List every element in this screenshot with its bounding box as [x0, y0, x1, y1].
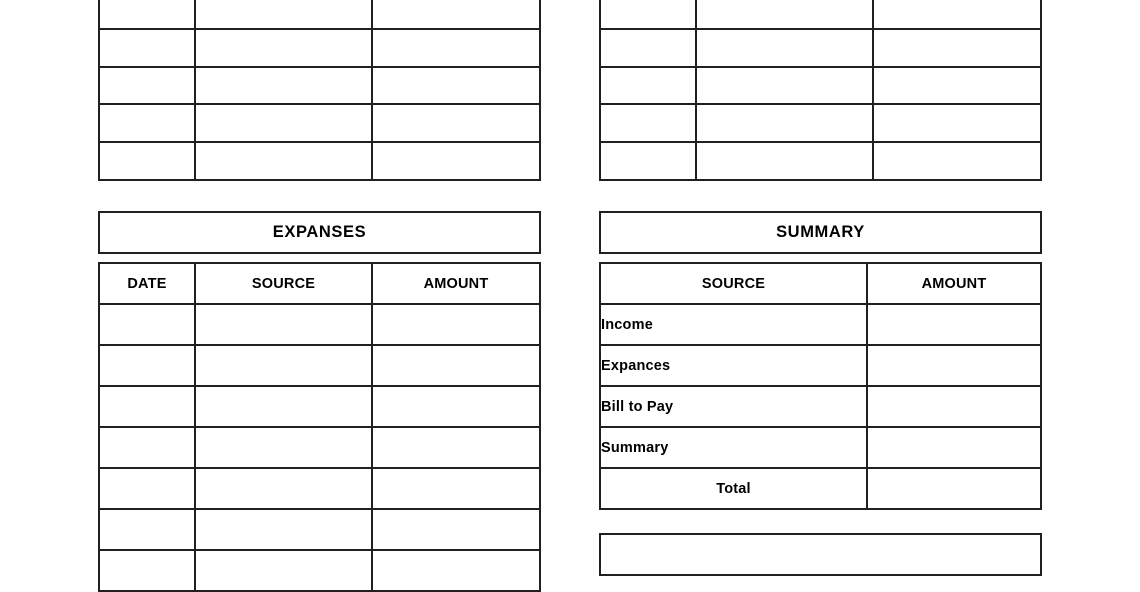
- cell-source[interactable]: [696, 0, 873, 29]
- table-header-row: [600, 263, 1041, 304]
- table-row[interactable]: [600, 0, 1041, 29]
- cell-date[interactable]: [99, 29, 195, 67]
- table-row[interactable]: [99, 509, 540, 550]
- summary-row-amount-bill-to-pay[interactable]: [867, 386, 1041, 427]
- cell-amount[interactable]: [372, 345, 540, 386]
- bottom-right-title-box: [599, 533, 1042, 576]
- column-header-amount: AMOUNT: [867, 263, 1041, 304]
- cell-amount[interactable]: [372, 468, 540, 509]
- cell-amount[interactable]: [372, 550, 540, 591]
- column-header-source: SOURCE: [195, 263, 372, 304]
- cell-date[interactable]: [600, 104, 696, 142]
- cell-amount[interactable]: [372, 29, 540, 67]
- summary-row-amount-total[interactable]: [867, 468, 1041, 509]
- cell-source[interactable]: [696, 67, 873, 105]
- summary-title: SUMMARY: [776, 223, 865, 241]
- table-row[interactable]: [600, 67, 1041, 105]
- cell-source[interactable]: [195, 509, 372, 550]
- cell-date[interactable]: [99, 304, 195, 345]
- cell-date[interactable]: [600, 142, 696, 180]
- table-row[interactable]: [600, 142, 1041, 180]
- cell-source[interactable]: [195, 304, 372, 345]
- cell-amount[interactable]: [372, 427, 540, 468]
- table-row[interactable]: [600, 29, 1041, 67]
- table-row[interactable]: [99, 550, 540, 591]
- summary-table: [599, 262, 1042, 510]
- cell-amount[interactable]: [873, 29, 1041, 67]
- cell-amount[interactable]: [372, 67, 540, 105]
- summary-row-amount-income[interactable]: [867, 304, 1041, 345]
- cell-source[interactable]: [195, 386, 372, 427]
- cell-source[interactable]: [195, 468, 372, 509]
- top-left-table: [98, 0, 541, 181]
- table-row[interactable]: [99, 345, 540, 386]
- cell-date[interactable]: [99, 427, 195, 468]
- table-row[interactable]: [600, 304, 1041, 345]
- cell-source[interactable]: [195, 29, 372, 67]
- cell-source[interactable]: [195, 427, 372, 468]
- cell-date[interactable]: [600, 29, 696, 67]
- cell-amount[interactable]: [372, 0, 540, 29]
- table-row[interactable]: [99, 67, 540, 105]
- cell-source[interactable]: [696, 142, 873, 180]
- cell-date[interactable]: [99, 345, 195, 386]
- cell-source[interactable]: [195, 142, 372, 180]
- cell-source[interactable]: [696, 29, 873, 67]
- cell-source[interactable]: [195, 345, 372, 386]
- top-right-table: [599, 0, 1042, 181]
- expanses-table: [98, 262, 541, 592]
- summary-title-box: [599, 211, 1042, 254]
- summary-row-amount-expances[interactable]: [867, 345, 1041, 386]
- cell-amount[interactable]: [873, 104, 1041, 142]
- cell-date[interactable]: [99, 0, 195, 29]
- cell-date[interactable]: [600, 67, 696, 105]
- cell-date[interactable]: [99, 142, 195, 180]
- cell-date[interactable]: [99, 104, 195, 142]
- table-row[interactable]: [99, 427, 540, 468]
- expanses-title-box: [98, 211, 541, 254]
- expanses-title: EXPANSES: [272, 223, 367, 241]
- summary-row-label-total: Total: [600, 468, 867, 509]
- table-row[interactable]: [99, 304, 540, 345]
- cell-date[interactable]: [99, 509, 195, 550]
- summary-row-amount-summary[interactable]: [867, 427, 1041, 468]
- table-row[interactable]: [99, 468, 540, 509]
- cell-date[interactable]: [99, 468, 195, 509]
- cell-date[interactable]: [600, 0, 696, 29]
- column-header-amount: AMOUNT: [372, 263, 540, 304]
- column-header-source: SOURCE: [600, 263, 867, 304]
- cell-source[interactable]: [195, 67, 372, 105]
- cell-amount[interactable]: [372, 104, 540, 142]
- cell-amount[interactable]: [372, 386, 540, 427]
- summary-table-wrapper: [599, 262, 1042, 499]
- table-header-row: [99, 263, 540, 304]
- expanses-table-wrapper: [98, 262, 541, 580]
- cell-source[interactable]: [195, 550, 372, 591]
- summary-row-label-summary: Summary: [600, 427, 867, 468]
- table-row[interactable]: [600, 345, 1041, 386]
- table-row[interactable]: [600, 427, 1041, 468]
- table-row[interactable]: [99, 104, 540, 142]
- cell-amount[interactable]: [372, 304, 540, 345]
- table-row[interactable]: [99, 29, 540, 67]
- cell-date[interactable]: [99, 550, 195, 591]
- cell-date[interactable]: [99, 67, 195, 105]
- cell-date[interactable]: [99, 386, 195, 427]
- cell-amount[interactable]: [372, 509, 540, 550]
- cell-amount[interactable]: [873, 67, 1041, 105]
- summary-row-label-bill-to-pay: Bill to Pay: [600, 386, 867, 427]
- table-row[interactable]: [99, 142, 540, 180]
- table-row[interactable]: [99, 386, 540, 427]
- cell-amount[interactable]: [372, 142, 540, 180]
- top-left-table-wrapper: [98, 0, 541, 181]
- table-row[interactable]: [600, 386, 1041, 427]
- summary-row-label-income: Income: [600, 304, 867, 345]
- cell-amount[interactable]: [873, 0, 1041, 29]
- top-right-table-wrapper: [599, 0, 1042, 181]
- cell-amount[interactable]: [873, 142, 1041, 180]
- column-header-date: DATE: [99, 263, 195, 304]
- cell-source[interactable]: [696, 104, 873, 142]
- table-row[interactable]: [99, 0, 540, 29]
- cell-source[interactable]: [195, 104, 372, 142]
- summary-row-label-expances: Expances: [600, 345, 867, 386]
- table-row[interactable]: [600, 104, 1041, 142]
- cell-source[interactable]: [195, 0, 372, 29]
- table-row-total[interactable]: [600, 468, 1041, 509]
